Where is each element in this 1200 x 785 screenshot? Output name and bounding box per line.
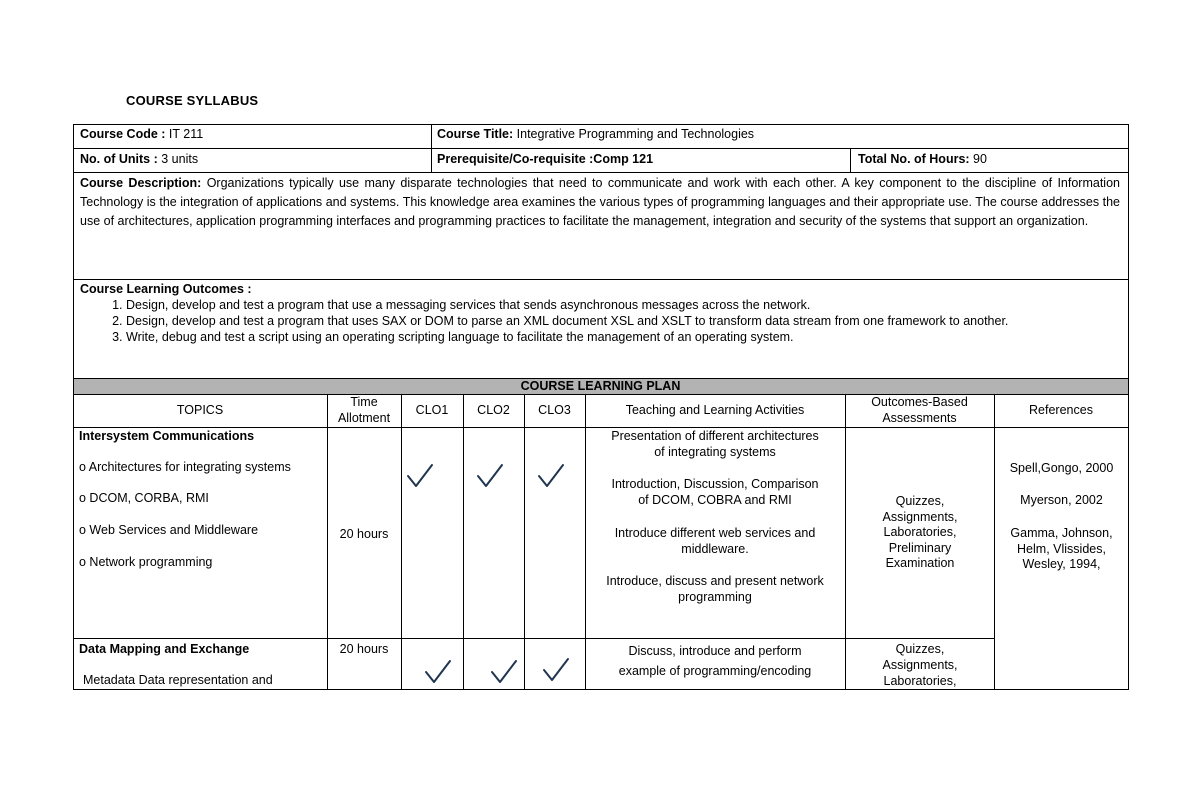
- row2-topic-subtitle: Metadata Data representation and: [83, 673, 273, 687]
- document-title: COURSE SYLLABUS: [126, 93, 259, 108]
- course-description-text: Organizations typically use many disparate technologies that need to communicate and work with each other. A key component to the discipline of Information Technology is the integration of applications and systems. This knowledge area examines the various types of programming languages and their appropriate use. The course addresses the use of architectures, application programming interfaces and programming practices to facilitate the management, integration and security of the systems that support an organization.: [80, 176, 1120, 228]
- header-assessment-line: Assessments: [882, 410, 957, 425]
- activity-line: Introduce, discuss and present network: [606, 574, 824, 588]
- row1-topic-item: o Web Services and Middleware: [79, 523, 259, 537]
- course-learning-plan-heading: COURSE LEARNING PLAN: [73, 378, 1128, 394]
- activity-line: Introduction, Discussion, Comparison: [611, 477, 819, 491]
- row1-topic-item: o Architectures for integrating systems: [79, 460, 291, 474]
- reference-line: Myerson, 2002: [1020, 493, 1103, 507]
- activity-line: of DCOM, COBRA and RMI: [638, 492, 792, 507]
- header-references: References: [1029, 403, 1093, 417]
- reference-line: Helm, Vlissides,: [1017, 541, 1106, 556]
- total-hours-label: Total No. of Hours:: [858, 152, 970, 166]
- activity-line: Presentation of different architectures: [611, 429, 819, 443]
- prerequisite-label: Prerequisite/Co-requisite :Comp 121: [437, 152, 654, 166]
- activity-line: Discuss, introduce and perform: [628, 644, 802, 658]
- row1-reference: [995, 493, 1128, 509]
- assessment-line: Quizzes,: [895, 642, 945, 656]
- course-title-label: Course Title:: [437, 127, 514, 141]
- units-cell: [80, 152, 425, 166]
- row1-clo2-check-icon: [475, 463, 505, 489]
- activity-line: of integrating systems: [654, 444, 776, 459]
- prerequisite-cell: [437, 152, 847, 166]
- assessment-line: Assignments,: [882, 509, 958, 524]
- course-title-cell: [437, 127, 1127, 141]
- header-clo2: CLO2: [477, 403, 510, 417]
- row2-clo3-check-icon: [541, 657, 571, 683]
- header-clo3: CLO3: [538, 403, 571, 417]
- header-assessment-line: Outcomes-Based: [871, 395, 968, 409]
- row2-clo1-check-icon: [423, 659, 453, 685]
- row2-topic-title: Data Mapping and Exchange: [79, 642, 250, 656]
- assessment-line: Preliminary: [888, 540, 952, 555]
- header-clo1: CLO1: [415, 403, 449, 417]
- learning-outcomes-cell: [80, 281, 1120, 377]
- row1-assessments: [846, 494, 994, 572]
- course-title-value: Integrative Programming and Technologies: [513, 127, 755, 141]
- assessment-line: Laboratories,: [883, 674, 957, 688]
- units-value: 3 units: [157, 152, 199, 166]
- row1-activity: [586, 574, 844, 605]
- activity-line: programming: [678, 589, 752, 604]
- row2-time: 20 hours: [339, 642, 389, 656]
- course-description-cell: [80, 174, 1120, 274]
- course-description-label: Course Description:: [80, 176, 202, 190]
- assessment-line: Examination: [885, 556, 955, 570]
- course-code-label: Course Code :: [80, 127, 166, 141]
- row1-activity: [586, 526, 844, 557]
- header-time-line: Allotment: [337, 410, 391, 425]
- header-activities: Teaching and Learning Activities: [625, 403, 805, 417]
- row2-activity: [586, 641, 844, 681]
- row1-reference: [995, 526, 1128, 573]
- outcome-item: 3. Write, debug and test a script using an operating scripting language to facilitate the management of an operating system.: [126, 329, 1120, 345]
- assessment-line: Laboratories,: [883, 525, 957, 539]
- row1-time: 20 hours: [339, 527, 389, 541]
- row1-topic-title: Intersystem Communications: [79, 429, 255, 443]
- header-assessments: [845, 395, 994, 426]
- header-time-line: Time: [350, 395, 378, 409]
- outcome-item: 1. Design, develop and test a program that use a messaging services that sends asynchronous messages across the network.: [126, 297, 1120, 313]
- total-hours-cell: [858, 152, 1126, 166]
- activity-line: Introduce different web services and: [614, 526, 816, 540]
- reference-line: Wesley, 1994,: [1022, 557, 1101, 571]
- row1-topic-item: o Network programming: [79, 555, 213, 569]
- header-time-allotment: [327, 395, 401, 426]
- row1-activity: [586, 429, 844, 460]
- course-code-value: IT 211: [165, 127, 204, 141]
- row1-activity: [586, 477, 844, 508]
- units-label: No. of Units :: [80, 152, 158, 166]
- row1-clo3-check-icon: [536, 463, 566, 489]
- assessment-line: Assignments,: [882, 658, 958, 672]
- row2-clo2-check-icon: [489, 659, 519, 685]
- total-hours-value: 90: [969, 152, 987, 166]
- row2-assessments: [846, 641, 994, 689]
- outcome-item: 2. Design, develop and test a program that uses SAX or DOM to parse an XML document XSL and XSLT to transform data stream from one framework to another.: [126, 313, 1120, 329]
- learning-outcomes-label: Course Learning Outcomes :: [80, 282, 252, 296]
- reference-line: Gamma, Johnson,: [1010, 526, 1113, 540]
- course-code-cell: [80, 127, 425, 141]
- activity-line: example of programming/encoding: [618, 664, 812, 678]
- assessment-line: Quizzes,: [895, 494, 945, 508]
- activity-line: middleware.: [681, 541, 749, 556]
- header-topics: TOPICS: [176, 403, 224, 417]
- row1-clo1-check-icon: [405, 463, 435, 489]
- row1-topic-item: o DCOM, CORBA, RMI: [79, 491, 209, 505]
- row1-reference: [995, 461, 1128, 477]
- reference-line: Spell,Gongo, 2000: [1009, 461, 1114, 475]
- learning-outcomes-list: [80, 297, 1120, 345]
